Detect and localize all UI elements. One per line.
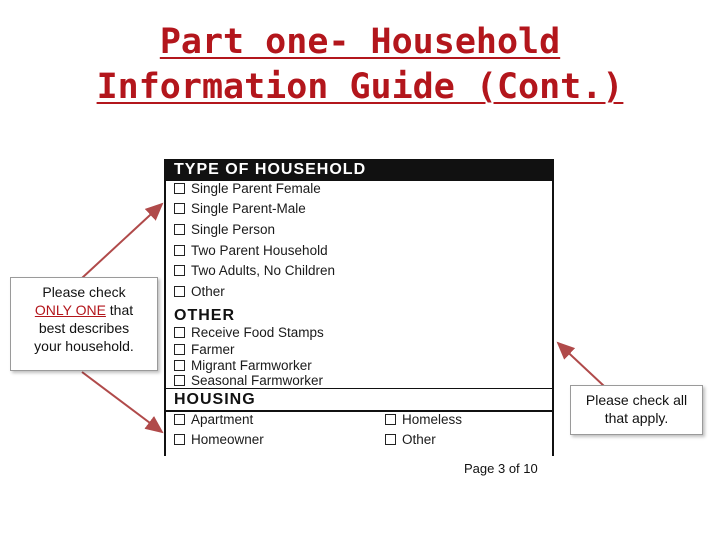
checkbox-icon[interactable] [174, 327, 185, 338]
checkbox-icon[interactable] [174, 360, 185, 371]
option-seasonal-farmworker[interactable]: Seasonal Farmworker [174, 373, 323, 389]
section-header-housing: HOUSING [166, 389, 552, 411]
checkbox-icon[interactable] [174, 375, 185, 386]
title-line-1: Part one- Household [159, 22, 561, 62]
checkbox-icon[interactable] [174, 245, 185, 256]
arrow-to-housing [82, 372, 162, 432]
title-line-2: Information Guide (Cont.) [96, 67, 624, 107]
page-number: Page 3 of 10 [464, 461, 538, 476]
option-apartment[interactable]: Apartment [174, 412, 253, 428]
option-housing-other[interactable]: Other [385, 432, 436, 448]
option-migrant-farmworker[interactable]: Migrant Farmworker [174, 358, 312, 374]
section-header-type-of-household: TYPE OF HOUSEHOLD [166, 159, 552, 181]
option-homeless[interactable]: Homeless [385, 412, 462, 428]
checkbox-icon[interactable] [174, 414, 185, 425]
callout-emphasis: ONLY ONE [34, 302, 106, 318]
option-receive-food-stamps[interactable]: Receive Food Stamps [174, 325, 324, 341]
option-two-adults-no-children[interactable]: Two Adults, No Children [174, 263, 335, 279]
section-header-other: OTHER [166, 305, 552, 327]
checkbox-icon[interactable] [174, 183, 185, 194]
checkbox-icon[interactable] [385, 434, 396, 445]
checkbox-icon[interactable] [174, 286, 185, 297]
checkbox-icon[interactable] [174, 224, 185, 235]
arrow-to-other [558, 343, 604, 386]
arrow-to-type-of-household [82, 204, 162, 278]
option-single-person[interactable]: Single Person [174, 222, 275, 238]
option-single-parent-male[interactable]: Single Parent-Male [174, 201, 306, 217]
checkbox-icon[interactable] [174, 203, 185, 214]
option-single-parent-female[interactable]: Single Parent Female [174, 181, 321, 197]
checkbox-icon[interactable] [174, 265, 185, 276]
checkbox-icon[interactable] [174, 434, 185, 445]
option-household-other[interactable]: Other [174, 284, 225, 300]
checkbox-icon[interactable] [174, 344, 185, 355]
household-form [164, 159, 554, 456]
option-homeowner[interactable]: Homeowner [174, 432, 264, 448]
option-farmer[interactable]: Farmer [174, 342, 235, 358]
checkbox-icon[interactable] [385, 414, 396, 425]
option-two-parent-household[interactable]: Two Parent Household [174, 243, 328, 259]
callout-check-all: Please check all that apply. [570, 385, 703, 435]
callout-check-only-one: Please check ONLY ONE that best describes your household. [10, 277, 158, 371]
